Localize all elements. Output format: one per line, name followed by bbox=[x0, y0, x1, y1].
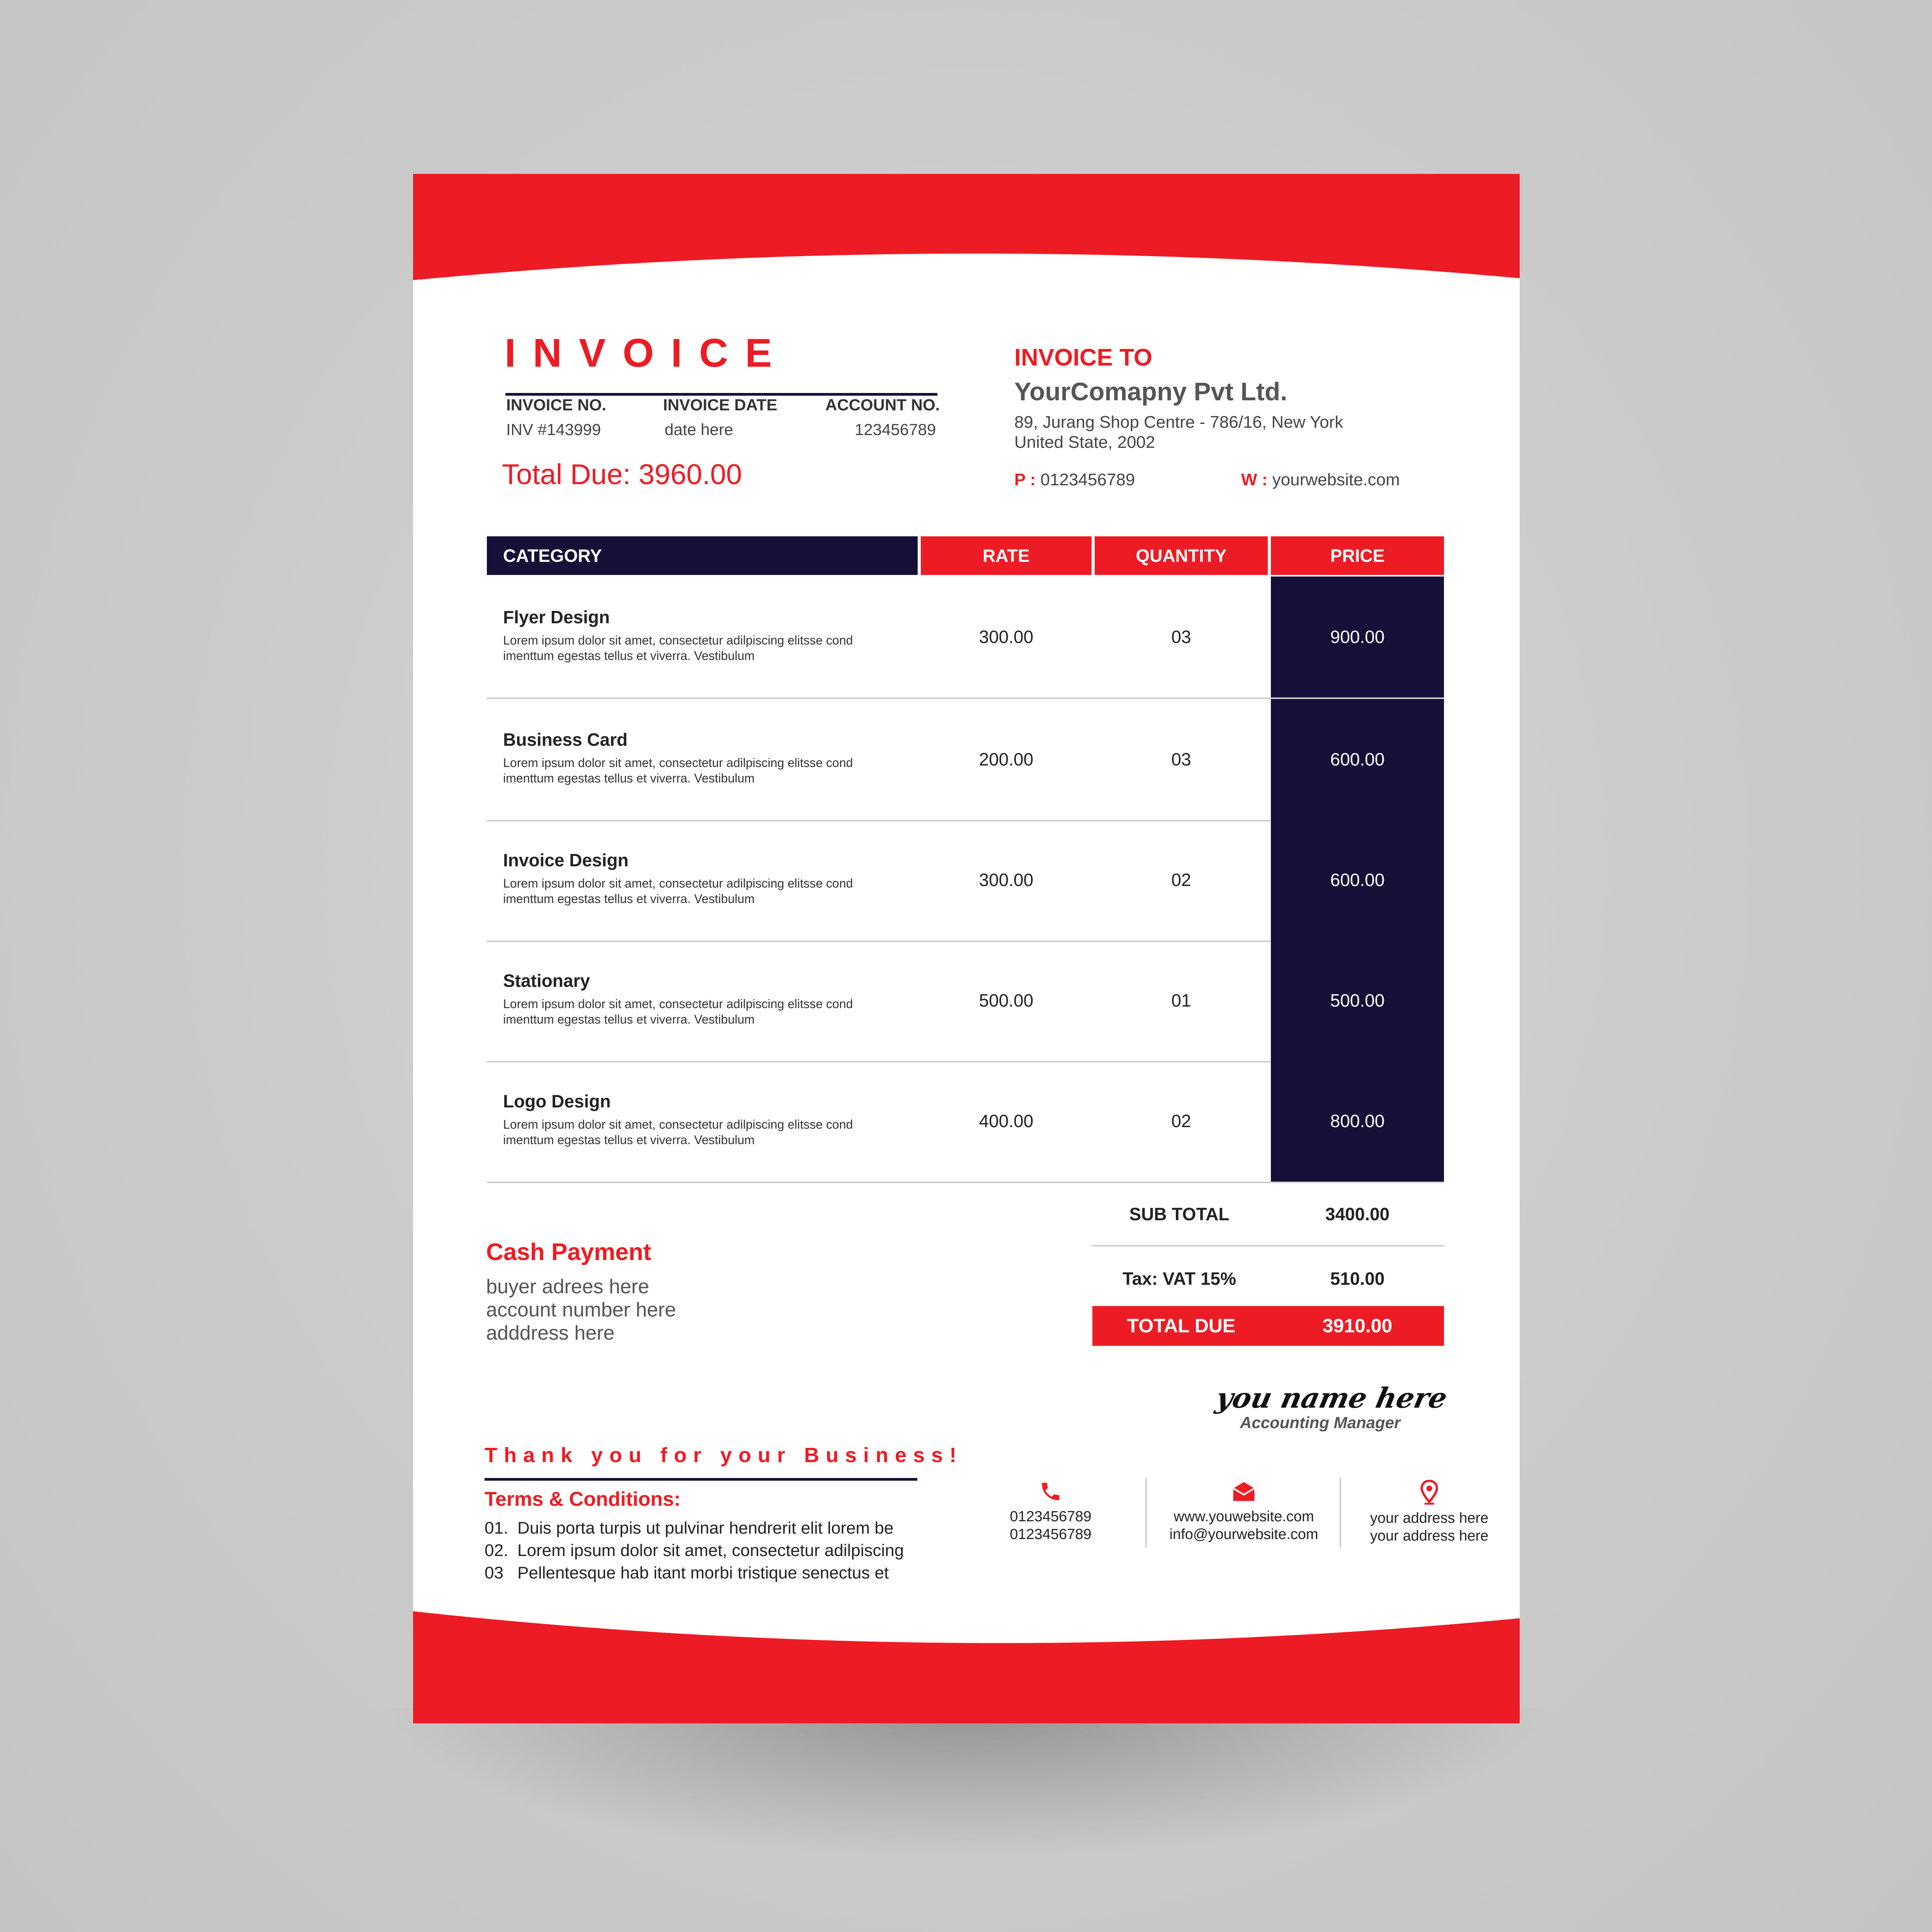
tax-value: 510.00 bbox=[1330, 1269, 1385, 1289]
phone-icon bbox=[1039, 1480, 1062, 1503]
column-header-rate: RATE bbox=[921, 536, 1092, 575]
phone-line2: 0123456789 bbox=[1010, 1526, 1092, 1543]
thank-you-underline bbox=[485, 1478, 917, 1481]
phone-label: P : bbox=[1014, 470, 1036, 489]
column-header-quantity: QUANTITY bbox=[1095, 536, 1268, 575]
contact-web-email bbox=[1161, 1480, 1327, 1543]
item-name: Stationary bbox=[503, 971, 590, 991]
total-due-value: 3910.00 bbox=[1322, 1315, 1393, 1337]
table-row bbox=[487, 820, 1444, 940]
item-rate: 300.00 bbox=[979, 870, 1034, 890]
item-name: Logo Design bbox=[503, 1091, 611, 1111]
subtotal-label: SUB TOTAL bbox=[1129, 1204, 1230, 1224]
client-address-line1: 89, Jurang Shop Centre - 786/16, New York bbox=[1014, 413, 1344, 432]
item-rate: 400.00 bbox=[979, 1111, 1034, 1131]
phone-value: 0123456789 bbox=[1040, 470, 1135, 489]
client-website bbox=[1241, 470, 1400, 490]
table-row bbox=[487, 577, 1444, 697]
invoice-sheet bbox=[413, 174, 1520, 1723]
item-description-line1: Lorem ipsum dolor sit amet, consectetur adilpiscing elitsse cond bbox=[503, 997, 853, 1011]
item-rate: 500.00 bbox=[979, 990, 1034, 1010]
item-name: Invoice Design bbox=[503, 850, 629, 870]
item-price: 800.00 bbox=[1330, 1111, 1385, 1131]
item-quantity: 02 bbox=[1171, 870, 1191, 890]
column-header-price: PRICE bbox=[1271, 536, 1444, 575]
account-no-label: ACCOUNT NO. bbox=[825, 396, 940, 414]
item-description bbox=[503, 1117, 853, 1148]
item-description-line2: imenttum egestas tellus et viverra. Vestibulum bbox=[503, 649, 755, 663]
item-description-line2: imenttum egestas tellus et viverra. Vestibulum bbox=[503, 771, 755, 785]
total-due-heading: Total Due: 3960.00 bbox=[502, 458, 742, 490]
item-quantity: 03 bbox=[1171, 749, 1191, 769]
signature: you name here bbox=[1213, 1381, 1451, 1414]
item-description-line2: imenttum egestas tellus et viverra. Vestibulum bbox=[503, 1133, 755, 1147]
table-row bbox=[487, 699, 1444, 820]
envelope-icon bbox=[1231, 1480, 1257, 1503]
client-phone bbox=[1014, 470, 1135, 490]
website-line: www.youwebsite.com bbox=[1173, 1509, 1314, 1525]
table-row bbox=[487, 940, 1444, 1061]
terms-title: Terms & Conditions: bbox=[485, 1488, 681, 1510]
item-quantity: 02 bbox=[1171, 1111, 1191, 1131]
thank-you-note: Thank you for your Business! bbox=[485, 1444, 963, 1467]
item-description-line1: Lorem ipsum dolor sit amet, consectetur adilpiscing elitsse cond bbox=[503, 756, 853, 770]
item-rate: 200.00 bbox=[979, 749, 1034, 769]
item-description-line2: imenttum egestas tellus et viverra. Vestibulum bbox=[503, 1012, 755, 1026]
invoice-no-label: INVOICE NO. bbox=[506, 396, 607, 414]
item-quantity: 03 bbox=[1171, 627, 1191, 647]
invoice-to-label: INVOICE TO bbox=[1014, 344, 1153, 371]
item-description-line2: imenttum egestas tellus et viverra. Vestibulum bbox=[503, 892, 755, 906]
item-name: Flyer Design bbox=[503, 607, 610, 627]
item-description bbox=[503, 755, 853, 786]
phone-line1: 0123456789 bbox=[1010, 1509, 1092, 1525]
contact-separator bbox=[1340, 1478, 1341, 1548]
invoice-date-label: INVOICE DATE bbox=[663, 396, 777, 414]
terms-item bbox=[485, 1563, 889, 1583]
table-row bbox=[487, 1061, 1444, 1182]
item-price: 600.00 bbox=[1330, 870, 1385, 890]
terms-item-text: Lorem ipsum dolor sit amet, consectetur adilpiscing bbox=[517, 1541, 904, 1560]
column-header-category: CATEGORY bbox=[487, 536, 918, 575]
contact-phone bbox=[1000, 1480, 1101, 1543]
location-pin-icon bbox=[1419, 1480, 1439, 1505]
item-rate: 300.00 bbox=[979, 627, 1034, 647]
terms-item-number: 02. bbox=[485, 1541, 509, 1560]
email-line: info@yourwebsite.com bbox=[1169, 1526, 1318, 1543]
subtotal-value: 3400.00 bbox=[1325, 1204, 1390, 1224]
item-price: 900.00 bbox=[1330, 627, 1385, 647]
website-value: yourwebsite.com bbox=[1272, 470, 1400, 489]
payment-method-title: Cash Payment bbox=[486, 1239, 651, 1265]
item-description bbox=[503, 996, 853, 1027]
terms-item-text: Pellentesque hab itant morbi tristique senectus et bbox=[517, 1563, 889, 1582]
buyer-address: buyer adrees here bbox=[486, 1276, 650, 1298]
top-red-wave bbox=[413, 174, 1520, 282]
item-price: 500.00 bbox=[1330, 990, 1385, 1010]
invoice-no-value: INV #143999 bbox=[506, 420, 601, 439]
item-name: Business Card bbox=[503, 730, 628, 750]
total-due-bar bbox=[1092, 1306, 1444, 1346]
tax-label: Tax: VAT 15% bbox=[1122, 1269, 1236, 1289]
item-description-line1: Lorem ipsum dolor sit amet, consectetur adilpiscing elitsse cond bbox=[503, 1117, 853, 1131]
account-number: account number here bbox=[486, 1299, 676, 1321]
item-description bbox=[503, 876, 853, 906]
page-shadow bbox=[386, 1708, 1546, 1855]
summary-divider bbox=[1092, 1245, 1444, 1247]
client-company: YourComapny Pvt Ltd. bbox=[1014, 377, 1287, 406]
item-description-line1: Lorem ipsum dolor sit amet, consectetur adilpiscing elitsse cond bbox=[503, 876, 853, 890]
address-line1: your address here bbox=[1370, 1510, 1489, 1526]
terms-item-text: Duis porta turpis ut pulvinar hendrerit elit lorem be bbox=[517, 1519, 894, 1537]
item-price: 600.00 bbox=[1330, 749, 1385, 769]
item-quantity: 01 bbox=[1171, 990, 1191, 1010]
account-no-value: 123456789 bbox=[855, 420, 936, 439]
row-divider bbox=[487, 1182, 1444, 1183]
payment-address: adddress here bbox=[486, 1322, 615, 1344]
terms-item bbox=[485, 1541, 904, 1560]
terms-item-number: 01. bbox=[485, 1519, 509, 1537]
terms-item bbox=[485, 1519, 893, 1538]
item-description bbox=[503, 633, 853, 663]
client-address-line2: United State, 2002 bbox=[1014, 433, 1155, 452]
client-address bbox=[1014, 412, 1343, 452]
invoice-date-value: date here bbox=[665, 420, 733, 439]
bottom-red-wave bbox=[413, 1611, 1520, 1723]
contact-address bbox=[1352, 1480, 1507, 1545]
item-description-line1: Lorem ipsum dolor sit amet, consectetur adilpiscing elitsse cond bbox=[503, 633, 853, 647]
signature-role: Accounting Manager bbox=[1240, 1413, 1401, 1432]
invoice-title: INVOICE bbox=[505, 331, 789, 376]
contact-separator bbox=[1145, 1478, 1147, 1548]
terms-item-number: 03 bbox=[485, 1563, 503, 1582]
title-underline bbox=[505, 393, 937, 396]
website-label: W : bbox=[1241, 470, 1268, 489]
total-due-label: TOTAL DUE bbox=[1127, 1315, 1236, 1337]
address-line2: your address here bbox=[1370, 1528, 1489, 1544]
